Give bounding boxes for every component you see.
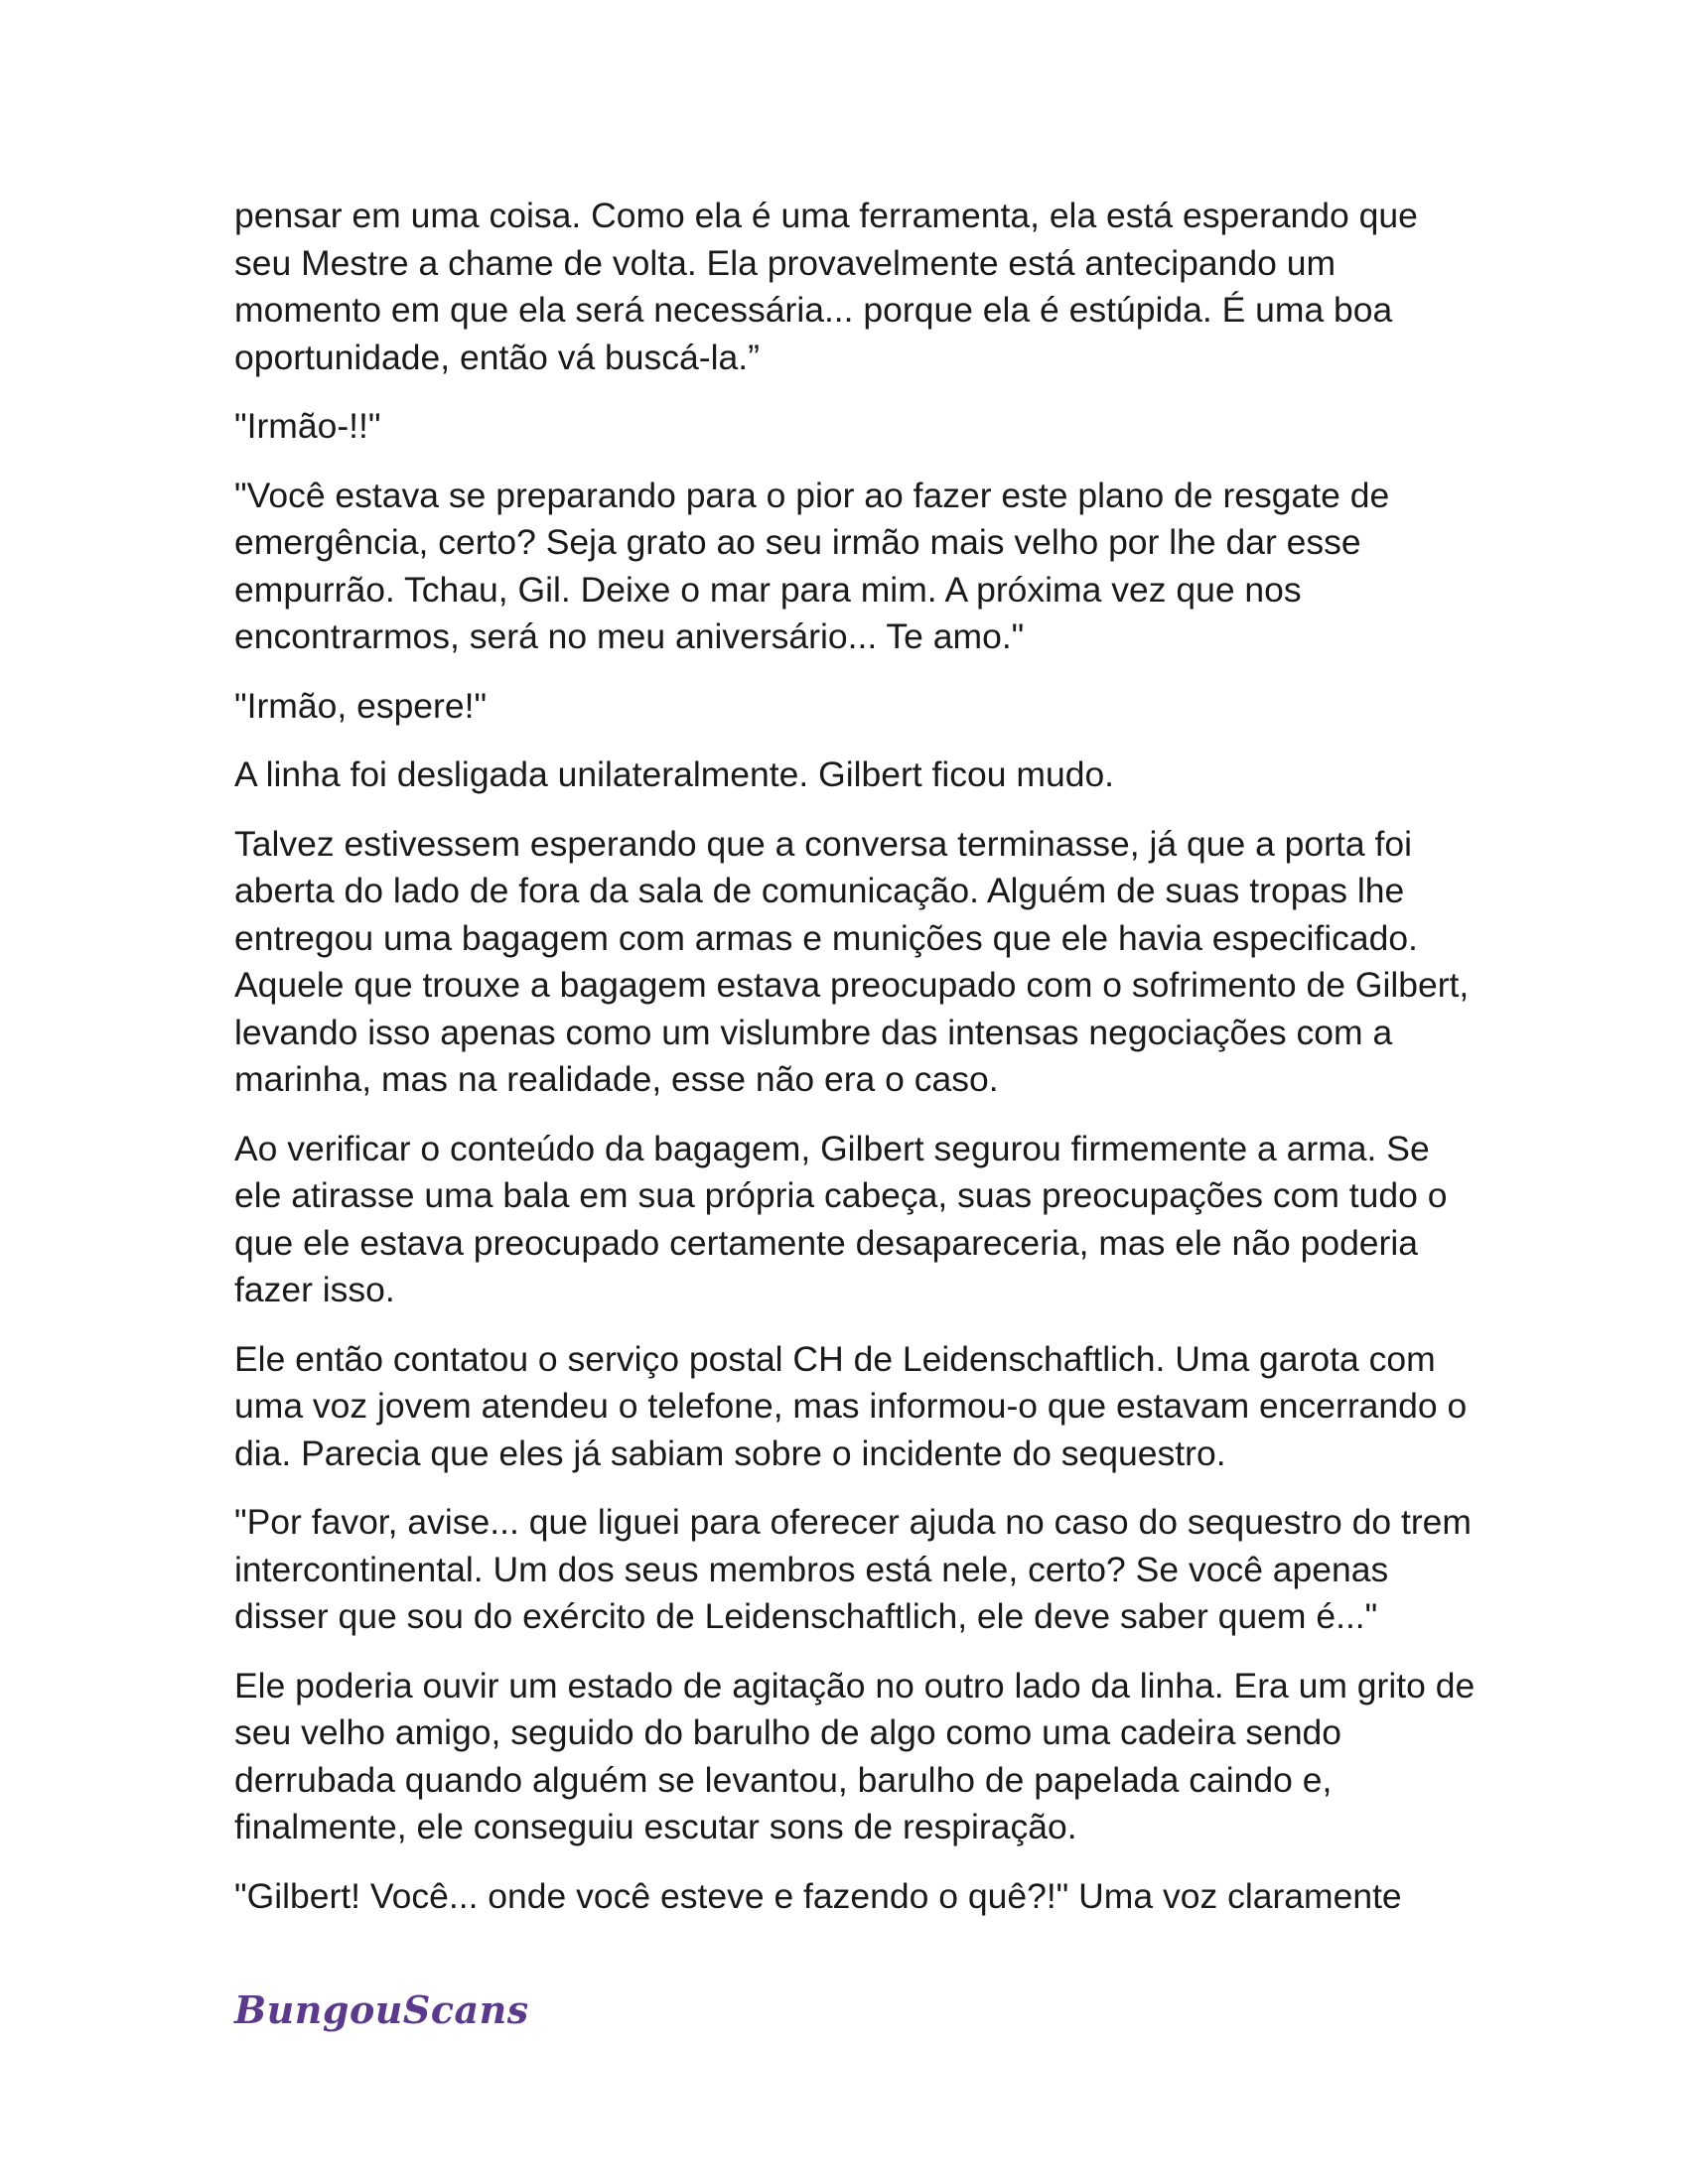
paragraph: Ao verificar o conteúdo da bagagem, Gilbert segurou firmemente a arma. Se ele atirasse uma bala em sua própria cabeça, suas preocupações com tudo o que ele estava preocupado certamente desapareceria, mas ele não poderia fazer isso.: [234, 1128, 1448, 1309]
paragraph: "Irmão, espere!": [234, 685, 488, 726]
paragraph: Talvez estivessem esperando que a conversa terminasse, já que a porta foi aberta do lado de fora da sala de comunicação. Alguém de suas tropas lhe entregou uma bagagem com armas e munições que ele havia especificado. Aquele que trouxe a bagagem estava preocupado com o sofrimento de Gilbert, levando isso apenas como um vislumbre das intensas negociações com a marinha, mas na realidade, esse não era o caso.: [234, 823, 1470, 1099]
paragraph: pensar em uma coisa. Como ela é uma ferramenta, ela está esperando que seu Mestre a chame de volta. Ela provavelmente está antecipando um momento em que ela será necessária... porque ela é estúpida. É uma boa oportunidade, então vá buscá-la.”: [234, 196, 1418, 377]
body-text: [234, 193, 1476, 1942]
watermark-logo: BungouScans: [234, 1987, 529, 2032]
paragraph: "Por favor, avise... que liguei para oferecer ajuda no caso do sequestro do trem intercontinental. Um dos seus membros está nele, certo? Se você apenas disser que sou do exército de Leidenschaftlich, ele deve saber quem é...": [234, 1502, 1472, 1636]
paragraph: Ele então contatou o serviço postal CH de Leidenschaftlich. Uma garota com uma voz jovem atendeu o telefone, mas informou-o que estavam encerrando o dia. Parecia que eles já sabiam sobre o incidente do sequestro.: [234, 1338, 1468, 1473]
paragraph: A linha foi desligada unilateralmente. Gilbert ficou mudo.: [234, 754, 1115, 794]
paragraph: "Gilbert! Você... onde você esteve e fazendo o quê?!" Uma voz claramente: [234, 1875, 1402, 1916]
paragraph: Ele poderia ouvir um estado de agitação no outro lado da linha. Era um grito de seu velho amigo, seguido do barulho de algo como uma cadeira sendo derrubada quando alguém se levantou, barulho de papelada caindo e, finalmente, ele conseguiu escutar sons de respiração.: [234, 1665, 1476, 1846]
paragraph: "Irmão-!!": [234, 406, 381, 446]
paragraph: "Você estava se preparando para o pior ao fazer este plano de resgate de emergência, certo? Seja grato ao seu irmão mais velho por lhe dar esse empurrão. Tchau, Gil. Deixe o mar para mim. A próxima vez que nos encontrarmos, será no meu aniversário... Te amo.": [234, 475, 1390, 656]
